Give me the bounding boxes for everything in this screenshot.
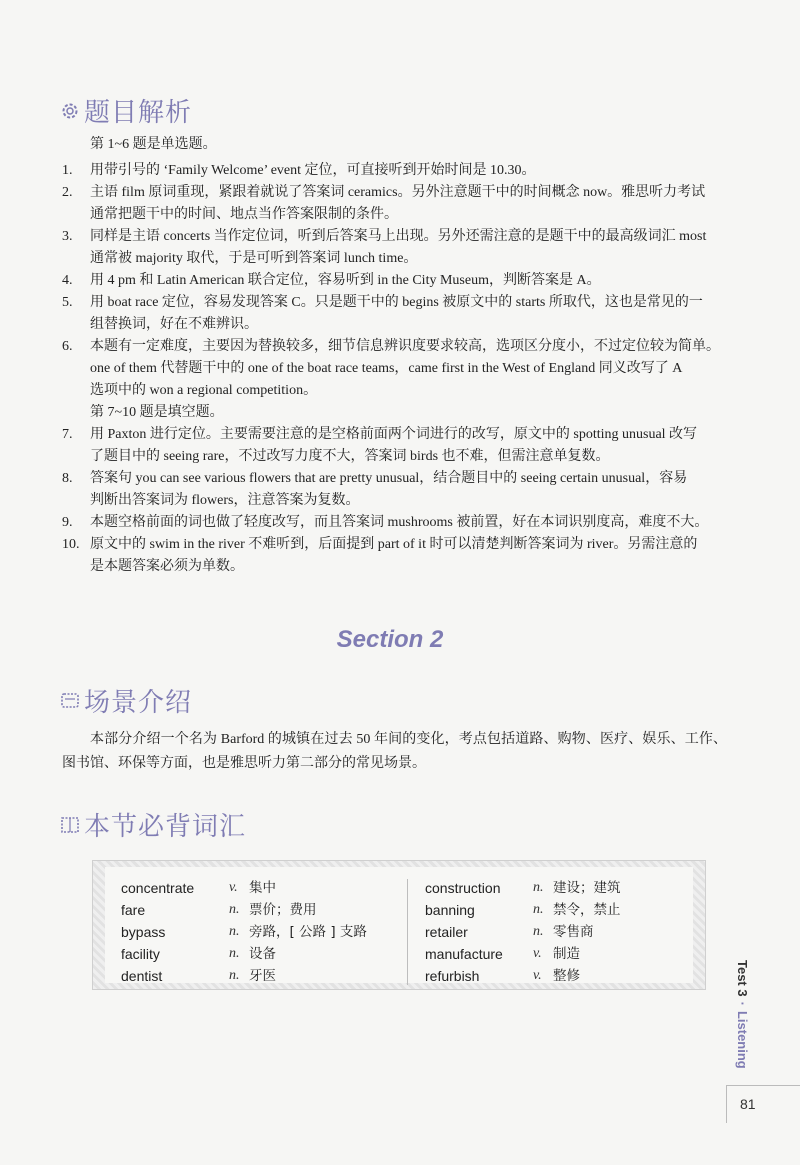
list-item: 7. 用 Paxton 进行定位。主要需要注意的是空格前面两个词进行的改写，原文中的 spotting unusual 改写 了题目中的 seeing rare，不过改写力度不大，答案词 birds 也不难，但需注意单复数。	[62, 427, 698, 464]
vocab-row: facility n. 设备	[121, 946, 276, 962]
vocab-row: construction n. 建设；建筑	[425, 880, 621, 896]
vocab-row: bypass n. 旁路，[ 公路 ] 支路	[121, 924, 367, 940]
footer-rule-vertical	[726, 1085, 727, 1123]
list-item: 4. 用 4 pm 和 Latin American 联合定位，容易听到 in the City Museum，判断答案是 A。	[62, 273, 601, 288]
analysis-heading-text: 题目解析	[84, 98, 193, 128]
list-item: 10. 原文中的 swim in the river 不难听到，后面提到 part of it 时可以清楚判断答案词为 river。另需注意的 是本题答案必须为单数。	[62, 537, 698, 574]
side-tab-separator: ·	[735, 1001, 750, 1006]
vocab-divider	[407, 879, 408, 985]
side-tab	[737, 960, 763, 1090]
footer-rule	[726, 1085, 800, 1086]
page-number: 81	[740, 1096, 756, 1112]
side-tab-part: Listening	[735, 1010, 750, 1069]
scene-paragraph: 本部分介绍一个名为 Barford 的城镇在过去 50 年间的变化，考点包括道路、购物、医疗、娱乐、工作、图书馆、环保等方面，也是雅思听力第二部分的常见场景。	[62, 732, 727, 771]
vocab-heading	[60, 806, 246, 843]
vocab-box	[92, 860, 706, 990]
list-item: 5. 用 boat race 定位，容易发现答案 C。只是题干中的 begins 被原文中的 starts 所取代，这也是常见的一 组替换词，好在不难辨识。	[62, 295, 703, 332]
list-item: 2. 主语 film 原词重现，紧跟着就说了答案词 ceramics。另外注意题干中的时间概念 now。雅思听力考试 通常把题干中的时间、地点当作答案限制的条件。	[62, 185, 706, 222]
vocab-row: fare n. 票价；费用	[121, 902, 317, 918]
screen-icon	[60, 691, 80, 711]
list-item: 9. 本题空格前面的词也做了轻度改写，而且答案词 mushrooms 被前置，好在本词识别度高，难度不大。	[62, 515, 709, 530]
vocab-heading-text: 本节必背词汇	[84, 812, 247, 842]
vocab-row: banning n. 禁令，禁止	[425, 902, 621, 918]
scene-heading-text: 场景介绍	[84, 688, 193, 718]
vocab-row: concentrate v. 集中	[121, 880, 276, 896]
vocab-row: retailer n. 零售商	[425, 924, 594, 940]
vocab-row: refurbish v. 整修	[425, 968, 580, 984]
side-tab-test: Test 3	[735, 960, 750, 997]
book-icon	[60, 815, 80, 835]
single-choice-intro: 第 1~6 题是单选题。	[90, 137, 217, 152]
list-item: 6. 本题有一定难度，主要因为替换较多，细节信息辨识度要求较高，选项区分度小，不过定位较为简单。 one of them 代替题干中的 one of the boat race teams，came first in the West of England 同义改写了 A 选项中的 won a regional competition。	[62, 339, 720, 398]
list-item: 1. 用带引号的 ‘Family Welcome’ event 定位，可直接听到开始时间是 10.30。	[62, 163, 536, 178]
gear-icon	[60, 101, 80, 121]
fill-in-intro: 第 7~10 题是填空题。	[90, 405, 224, 420]
section-title: Section 2	[336, 626, 444, 653]
analysis-list	[62, 160, 742, 578]
vocab-row: manufacture v. 制造	[425, 946, 580, 962]
vocab-row: dentist n. 牙医	[121, 968, 276, 984]
list-item: 3. 同样是主语 concerts 当作定位词，听到后答案马上出现。另外还需注意的是题干中的最高级词汇 most 通常被 majority 取代，于是可听到答案词 lunch time。	[62, 229, 707, 266]
vocab-column-right	[425, 877, 621, 987]
vocab-column-left	[121, 877, 367, 987]
analysis-heading	[60, 92, 192, 129]
scene-heading	[60, 682, 192, 719]
list-item: 8. 答案句 you can see various flowers that are pretty unusual，结合题目中的 seeing certain unusual，容易 判断出答案词为 flowers，注意答案为复数。	[62, 471, 688, 508]
